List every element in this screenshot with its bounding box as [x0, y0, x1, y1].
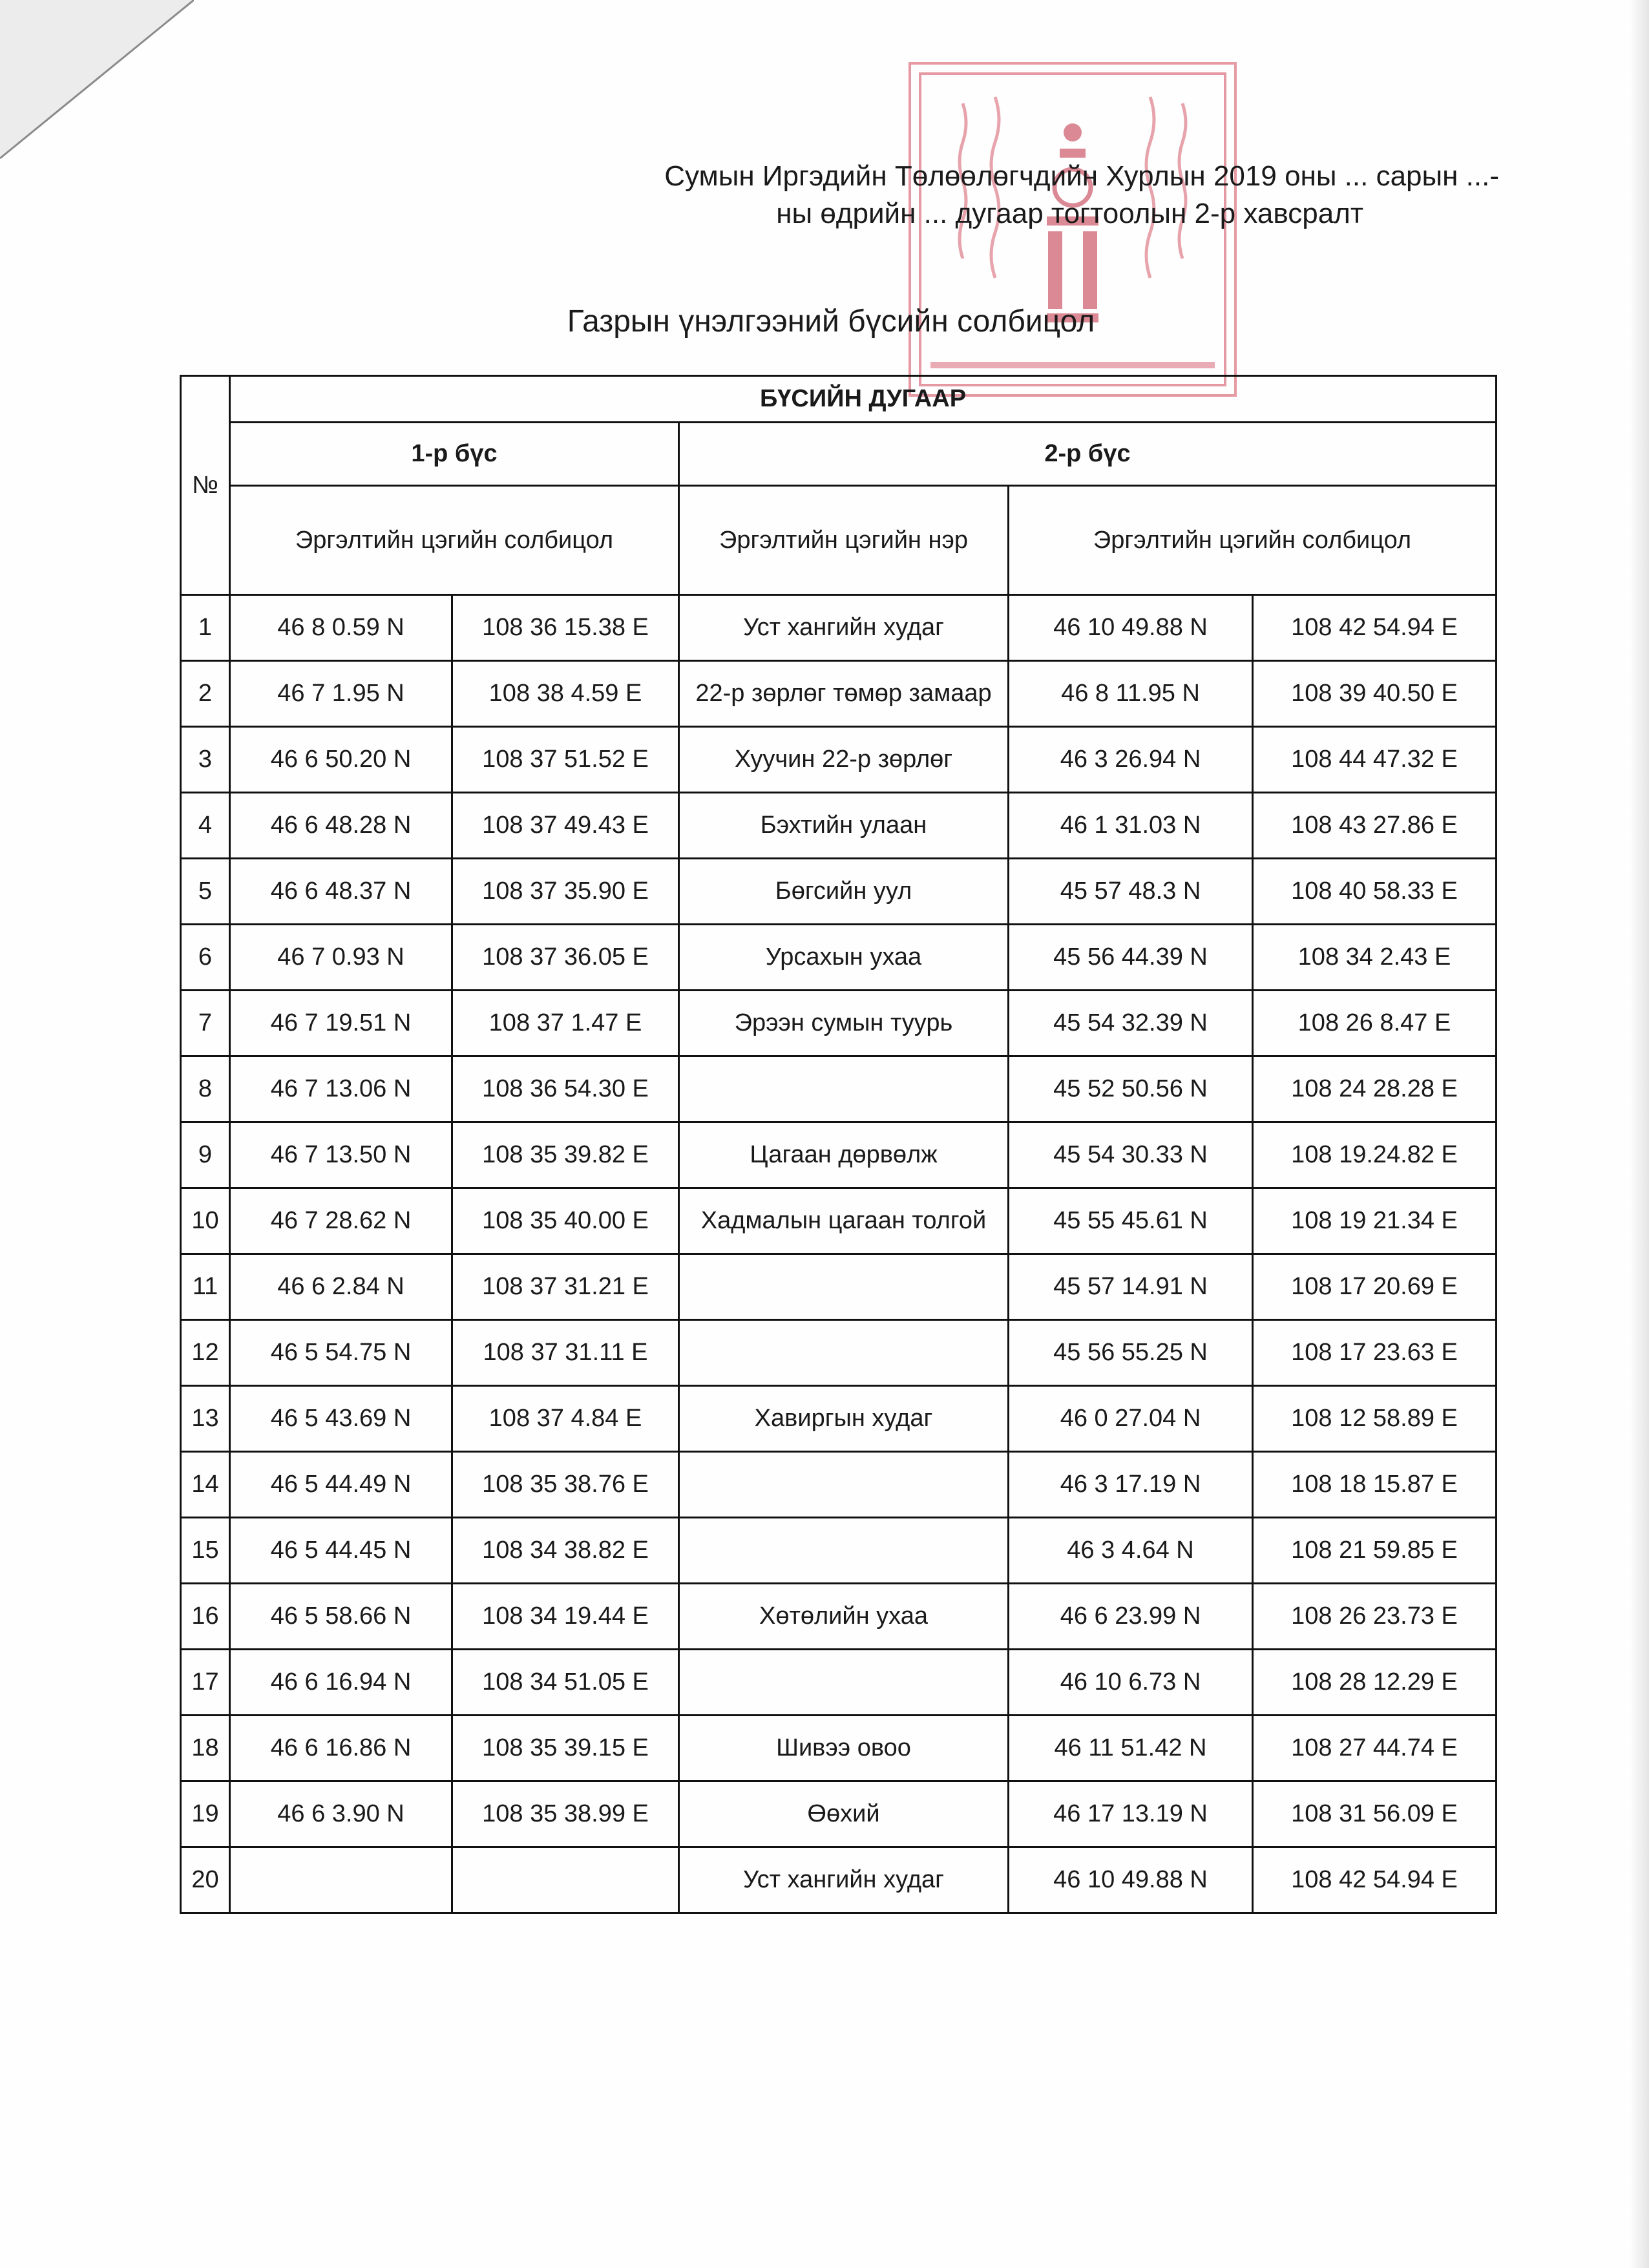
row-no: 5 — [181, 859, 230, 925]
point-name: Эрээн сумын туурь — [679, 991, 1009, 1056]
point-name: Бэхтийн улаан — [679, 793, 1009, 859]
zone-2-longitude: 108 27 44.74 E — [1253, 1716, 1497, 1781]
zone-2-longitude: 108 21 59.85 E — [1253, 1518, 1497, 1584]
row-no: 12 — [181, 1320, 230, 1386]
zone-2-latitude: 45 55 45.61 N — [1009, 1188, 1253, 1254]
zone-1-latitude — [230, 1847, 452, 1913]
zone-1-latitude: 46 7 28.62 N — [230, 1188, 452, 1254]
zone-1-latitude: 46 5 54.75 N — [230, 1320, 452, 1386]
table-row — [181, 1122, 1497, 1188]
zone-2-longitude: 108 19.24.82 E — [1253, 1122, 1497, 1188]
table-row — [181, 1320, 1497, 1386]
table-body — [181, 595, 1497, 1913]
table-row — [181, 1452, 1497, 1518]
zone-1-longitude: 108 38 4.59 E — [452, 661, 679, 727]
zone-2-latitude: 45 54 32.39 N — [1009, 991, 1253, 1056]
zone-1-longitude: 108 37 51.52 E — [452, 727, 679, 793]
zone-2-latitude: 46 10 6.73 N — [1009, 1650, 1253, 1716]
row-no: 16 — [181, 1584, 230, 1650]
table-row — [181, 1584, 1497, 1650]
point-name: Өөхий — [679, 1781, 1009, 1847]
zone-1-longitude — [452, 1847, 679, 1913]
zone-1-latitude: 46 8 0.59 N — [230, 595, 452, 661]
point-name — [679, 1320, 1009, 1386]
zone-1-longitude: 108 34 19.44 E — [452, 1584, 679, 1650]
zone-1-longitude: 108 37 31.21 E — [452, 1254, 679, 1320]
row-no: 11 — [181, 1254, 230, 1320]
zone-2-latitude: 46 3 26.94 N — [1009, 727, 1253, 793]
row-no: 13 — [181, 1386, 230, 1452]
header-zone-1: 1-р бүс — [230, 423, 679, 486]
zone-1-latitude: 46 7 0.93 N — [230, 925, 452, 991]
zone-1-longitude: 108 37 36.05 E — [452, 925, 679, 991]
zone-1-longitude: 108 36 15.38 E — [452, 595, 679, 661]
zone-2-latitude: 46 10 49.88 N — [1009, 595, 1253, 661]
zone-2-longitude: 108 34 2.43 E — [1253, 925, 1497, 991]
row-no: 7 — [181, 991, 230, 1056]
table-row — [181, 1188, 1497, 1254]
zone-1-latitude: 46 6 48.28 N — [230, 793, 452, 859]
zone-1-longitude: 108 37 1.47 E — [452, 991, 679, 1056]
zone-1-latitude: 46 5 58.66 N — [230, 1584, 452, 1650]
zone-2-longitude: 108 17 20.69 E — [1253, 1254, 1497, 1320]
zone-1-latitude: 46 7 13.06 N — [230, 1056, 452, 1122]
zone-2-latitude: 45 57 14.91 N — [1009, 1254, 1253, 1320]
row-no: 9 — [181, 1122, 230, 1188]
zone-2-latitude: 46 17 13.19 N — [1009, 1781, 1253, 1847]
header-zone-2-point-name: Эргэлтийн цэгийн нэр — [679, 486, 1009, 595]
zone-2-latitude: 45 52 50.56 N — [1009, 1056, 1253, 1122]
zone-2-longitude: 108 18 15.87 E — [1253, 1452, 1497, 1518]
zone-1-latitude: 46 5 44.49 N — [230, 1452, 452, 1518]
row-no: 3 — [181, 727, 230, 793]
row-no: 15 — [181, 1518, 230, 1584]
zone-1-latitude: 46 6 16.94 N — [230, 1650, 452, 1716]
zone-1-longitude: 108 37 35.90 E — [452, 859, 679, 925]
zone-1-longitude: 108 35 38.76 E — [452, 1452, 679, 1518]
row-no: 1 — [181, 595, 230, 661]
zone-2-longitude: 108 17 23.63 E — [1253, 1320, 1497, 1386]
point-name: Уст хангийн худаг — [679, 1847, 1009, 1913]
zone-2-latitude: 45 56 44.39 N — [1009, 925, 1253, 991]
zone-1-latitude: 46 7 13.50 N — [230, 1122, 452, 1188]
row-no: 20 — [181, 1847, 230, 1913]
header-zone-1-coords: Эргэлтийн цэгийн солбицол — [230, 486, 679, 595]
page-fold-icon — [0, 0, 194, 168]
zone-1-longitude: 108 37 49.43 E — [452, 793, 679, 859]
heading-line-1: Сумын Иргэдийн Төлөөлөгчдийн Хурлын 2019 оны ... сарын ...- — [664, 160, 1499, 192]
point-name: Шивээ овоо — [679, 1716, 1009, 1781]
point-name: Бөгсийн уул — [679, 859, 1009, 925]
zone-2-latitude: 46 0 27.04 N — [1009, 1386, 1253, 1452]
zone-1-longitude: 108 35 39.15 E — [452, 1716, 679, 1781]
point-name: Цагаан дөрвөлж — [679, 1122, 1009, 1188]
zone-2-longitude: 108 39 40.50 E — [1253, 661, 1497, 727]
point-name: Уст хангийн худаг — [679, 595, 1009, 661]
point-name: Хавиргын худаг — [679, 1386, 1009, 1452]
heading-line-2: ны өдрийн ... дугаар тогтоолын 2-р хавсралт — [776, 198, 1363, 229]
table-row — [181, 991, 1497, 1056]
header-no: № — [181, 376, 230, 595]
zone-1-longitude: 108 34 38.82 E — [452, 1518, 679, 1584]
zone-2-latitude: 46 1 31.03 N — [1009, 793, 1253, 859]
document-title: Газрын үнэлгээний бүсийн солбицол — [567, 304, 1095, 339]
point-name: Урсахын ухаа — [679, 925, 1009, 991]
table-row — [181, 1781, 1497, 1847]
row-no: 14 — [181, 1452, 230, 1518]
zone-1-longitude: 108 37 4.84 E — [452, 1386, 679, 1452]
point-name — [679, 1254, 1009, 1320]
table-row — [181, 727, 1497, 793]
zone-2-longitude: 108 44 47.32 E — [1253, 727, 1497, 793]
row-no: 18 — [181, 1716, 230, 1781]
zone-1-latitude: 46 7 19.51 N — [230, 991, 452, 1056]
zone-1-latitude: 46 6 50.20 N — [230, 727, 452, 793]
point-name — [679, 1650, 1009, 1716]
table-row — [181, 1650, 1497, 1716]
zone-2-longitude: 108 26 8.47 E — [1253, 991, 1497, 1056]
zone-2-longitude: 108 19 21.34 E — [1253, 1188, 1497, 1254]
table-row — [181, 793, 1497, 859]
zone-2-longitude: 108 28 12.29 E — [1253, 1650, 1497, 1716]
zone-1-latitude: 46 6 48.37 N — [230, 859, 452, 925]
zone-2-longitude: 108 31 56.09 E — [1253, 1781, 1497, 1847]
point-name — [679, 1518, 1009, 1584]
zone-2-latitude: 46 3 17.19 N — [1009, 1452, 1253, 1518]
table-row — [181, 1847, 1497, 1913]
zone-1-longitude: 108 35 40.00 E — [452, 1188, 679, 1254]
zone-1-longitude: 108 36 54.30 E — [452, 1056, 679, 1122]
zone-2-latitude: 45 57 48.3 N — [1009, 859, 1253, 925]
row-no: 8 — [181, 1056, 230, 1122]
zone-1-latitude: 46 6 3.90 N — [230, 1781, 452, 1847]
zone-2-longitude: 108 42 54.94 E — [1253, 1847, 1497, 1913]
table-row — [181, 595, 1497, 661]
point-name: 22-р зөрлөг төмөр замаар — [679, 661, 1009, 727]
point-name — [679, 1056, 1009, 1122]
table-row — [181, 1254, 1497, 1320]
row-no: 10 — [181, 1188, 230, 1254]
table-row — [181, 1518, 1497, 1584]
zone-1-longitude: 108 37 31.11 E — [452, 1320, 679, 1386]
zone-2-longitude: 108 42 54.94 E — [1253, 595, 1497, 661]
table-row — [181, 1056, 1497, 1122]
zone-2-latitude: 45 56 55.25 N — [1009, 1320, 1253, 1386]
zone-2-longitude: 108 40 58.33 E — [1253, 859, 1497, 925]
zone-1-latitude: 46 6 16.86 N — [230, 1716, 452, 1781]
scan-edge — [1630, 0, 1649, 2268]
zone-2-latitude: 46 6 23.99 N — [1009, 1584, 1253, 1650]
zone-1-longitude: 108 35 39.82 E — [452, 1122, 679, 1188]
point-name: Хөтөлийн ухаа — [679, 1584, 1009, 1650]
zone-2-latitude: 45 54 30.33 N — [1009, 1122, 1253, 1188]
zone-2-latitude: 46 8 11.95 N — [1009, 661, 1253, 727]
header-zone-2: 2-р бүс — [679, 423, 1497, 486]
zone-2-longitude: 108 26 23.73 E — [1253, 1584, 1497, 1650]
zone-2-longitude: 108 24 28.28 E — [1253, 1056, 1497, 1122]
zone-2-longitude: 108 12 58.89 E — [1253, 1386, 1497, 1452]
zone-2-latitude: 46 11 51.42 N — [1009, 1716, 1253, 1781]
row-no: 17 — [181, 1650, 230, 1716]
row-no: 4 — [181, 793, 230, 859]
table-row — [181, 1386, 1497, 1452]
zone-2-latitude: 46 10 49.88 N — [1009, 1847, 1253, 1913]
point-name: Хадмалын цагаан толгой — [679, 1188, 1009, 1254]
coordinates-table — [180, 375, 1497, 1914]
point-name: Хуучин 22-р зөрлөг — [679, 727, 1009, 793]
zone-1-latitude: 46 5 43.69 N — [230, 1386, 452, 1452]
table-row — [181, 925, 1497, 991]
header-zone-group: БҮСИЙН ДУГААР — [230, 376, 1497, 423]
row-no: 19 — [181, 1781, 230, 1847]
zone-1-latitude: 46 6 2.84 N — [230, 1254, 452, 1320]
table-row — [181, 859, 1497, 925]
zone-1-longitude: 108 35 38.99 E — [452, 1781, 679, 1847]
header-zone-2-coords: Эргэлтийн цэгийн солбицол — [1009, 486, 1497, 595]
zone-2-latitude: 46 3 4.64 N — [1009, 1518, 1253, 1584]
point-name — [679, 1452, 1009, 1518]
zone-1-latitude: 46 7 1.95 N — [230, 661, 452, 727]
row-no: 6 — [181, 925, 230, 991]
table-row — [181, 661, 1497, 727]
zone-1-longitude: 108 34 51.05 E — [452, 1650, 679, 1716]
zone-2-longitude: 108 43 27.86 E — [1253, 793, 1497, 859]
zone-1-latitude: 46 5 44.45 N — [230, 1518, 452, 1584]
row-no: 2 — [181, 661, 230, 727]
table-row — [181, 1716, 1497, 1781]
